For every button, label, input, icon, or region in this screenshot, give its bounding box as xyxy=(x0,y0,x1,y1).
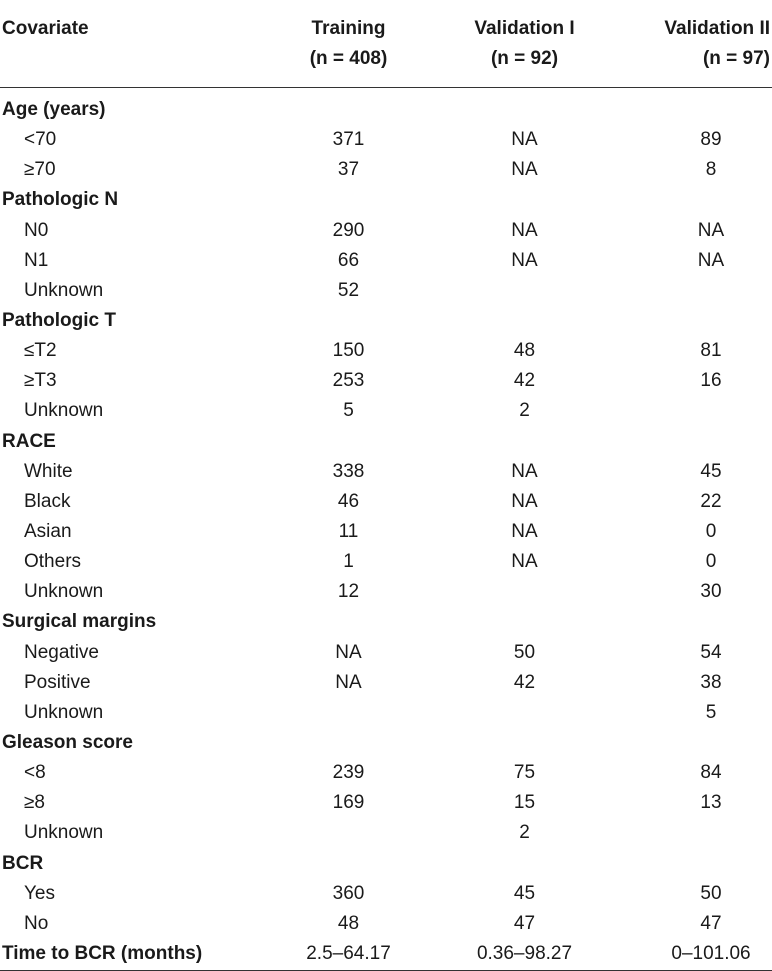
row-label: Positive xyxy=(24,671,91,693)
section-row xyxy=(0,427,772,457)
cell-training: 5 xyxy=(343,400,354,422)
table-row-time-to-bcr xyxy=(0,939,772,971)
cell-validation-1: 42 xyxy=(513,370,536,392)
table-row xyxy=(0,909,772,939)
table-row xyxy=(0,246,772,276)
table-row xyxy=(0,487,772,517)
cell-training: 12 xyxy=(337,581,360,603)
cell-validation-2: 50 xyxy=(700,882,722,904)
row-label: Time to BCR (months) xyxy=(2,942,203,964)
cell-training: 360 xyxy=(332,882,365,904)
cell-validation-2: 5 xyxy=(705,701,717,723)
cell-validation-2: 81 xyxy=(700,340,722,362)
table-row xyxy=(0,396,772,426)
cell-validation-2: 38 xyxy=(700,671,722,693)
row-label: RACE xyxy=(2,430,56,452)
section-row xyxy=(0,185,772,215)
table-header xyxy=(0,0,772,88)
table-row xyxy=(0,457,772,487)
cell-validation-2: 89 xyxy=(700,129,722,151)
cell-validation-2: 45 xyxy=(700,460,722,482)
table-body xyxy=(0,88,772,939)
row-label: Unknown xyxy=(24,822,104,844)
cell-validation-1: NA xyxy=(511,520,538,542)
cell-validation-1: NA xyxy=(511,249,538,271)
section-row xyxy=(0,607,772,637)
header-validation-2 xyxy=(620,14,770,74)
cell-validation-2: 47 xyxy=(700,912,722,934)
cell-validation-2: 54 xyxy=(700,641,722,663)
cell-validation-2: 8 xyxy=(705,159,717,181)
table-row xyxy=(0,336,772,366)
row-label: ≤T2 xyxy=(24,340,57,362)
header-validation-2-n: (n = 97) xyxy=(702,48,770,69)
cell-training: 290 xyxy=(332,219,365,241)
row-label: Others xyxy=(24,551,82,573)
cell-training: 46 xyxy=(337,490,360,512)
cell-validation-1: 0.36–98.27 xyxy=(476,942,573,964)
table-row xyxy=(0,758,772,788)
cell-training: 253 xyxy=(332,370,365,392)
cell-validation-2: 0 xyxy=(705,520,717,542)
row-label: Unknown xyxy=(24,581,104,603)
cell-validation-1: 42 xyxy=(513,671,536,693)
row-label: Negative xyxy=(24,641,99,663)
header-covariate: Covariate xyxy=(2,18,89,39)
table-row xyxy=(0,879,772,909)
section-row xyxy=(0,849,772,879)
row-label: ≥70 xyxy=(24,159,56,181)
cell-validation-1: 47 xyxy=(513,912,536,934)
cell-training: 37 xyxy=(337,159,360,181)
cell-validation-1: 50 xyxy=(513,641,536,663)
row-label: Surgical margins xyxy=(2,611,157,633)
row-label: Pathologic N xyxy=(2,189,119,211)
row-label: <8 xyxy=(24,762,46,784)
cell-training: 1 xyxy=(343,551,354,573)
row-label: ≥8 xyxy=(24,792,45,814)
table-row xyxy=(0,517,772,547)
table-row xyxy=(0,155,772,185)
header-training xyxy=(276,14,421,74)
cell-validation-1: NA xyxy=(511,159,538,181)
row-label: Black xyxy=(24,490,71,512)
cell-validation-2: 0–101.06 xyxy=(671,942,751,964)
row-label: Unknown xyxy=(24,701,104,723)
table-row xyxy=(0,698,772,728)
cell-validation-2: 16 xyxy=(700,370,722,392)
header-validation-1 xyxy=(452,14,597,74)
cell-validation-1: NA xyxy=(511,129,538,151)
row-label: Yes xyxy=(24,882,55,904)
cell-validation-2: NA xyxy=(697,219,725,241)
table-row xyxy=(0,547,772,577)
cell-validation-1: 45 xyxy=(513,882,536,904)
cell-validation-2: NA xyxy=(697,249,725,271)
row-label: Age (years) xyxy=(2,99,106,120)
cell-validation-1: 48 xyxy=(513,340,536,362)
table-row xyxy=(0,638,772,668)
cell-validation-1: 2 xyxy=(519,400,530,422)
cell-training: 2.5–64.17 xyxy=(306,942,391,964)
cell-training: NA xyxy=(335,671,362,693)
header-validation-2-label: Validation II xyxy=(664,18,770,39)
section-row xyxy=(0,728,772,758)
row-label: N1 xyxy=(24,249,49,271)
cell-validation-1: 75 xyxy=(513,762,536,784)
section-row xyxy=(0,306,772,336)
cell-validation-2: 84 xyxy=(700,762,722,784)
row-label: Pathologic T xyxy=(2,309,116,331)
row-label: Unknown xyxy=(24,279,104,301)
cell-training: 11 xyxy=(338,520,359,542)
cell-training: 150 xyxy=(332,340,365,362)
cell-training: 52 xyxy=(337,279,360,301)
section-row xyxy=(0,95,772,125)
cell-training: 371 xyxy=(332,129,365,151)
cell-training: 169 xyxy=(332,792,365,814)
cell-validation-2: 22 xyxy=(700,490,722,512)
table-row xyxy=(0,668,772,698)
cell-validation-2: 0 xyxy=(705,551,717,573)
table-row xyxy=(0,577,772,607)
row-label: Asian xyxy=(24,520,72,542)
row-label: N0 xyxy=(24,219,49,241)
header-training-label: Training xyxy=(311,18,386,39)
table-row xyxy=(0,788,772,818)
cell-validation-2: 30 xyxy=(700,581,722,603)
header-training-n: (n = 408) xyxy=(309,48,388,69)
table-row xyxy=(0,276,772,306)
row-label: ≥T3 xyxy=(24,370,57,392)
cell-validation-1: 15 xyxy=(513,792,536,814)
cell-training: 48 xyxy=(337,912,360,934)
row-label: White xyxy=(24,460,73,482)
cell-validation-1: NA xyxy=(511,551,538,573)
row-label: Unknown xyxy=(24,400,104,422)
table-row xyxy=(0,818,772,848)
cell-training: NA xyxy=(335,641,362,663)
header-validation-1-n: (n = 92) xyxy=(490,48,559,69)
header-validation-1-label: Validation I xyxy=(474,18,575,39)
row-label: Gleason score xyxy=(2,731,133,753)
cell-validation-1: NA xyxy=(511,219,538,241)
table-row xyxy=(0,216,772,246)
row-label: BCR xyxy=(2,852,44,874)
cell-training: 239 xyxy=(332,762,365,784)
row-label: No xyxy=(24,912,49,934)
cell-validation-1: 2 xyxy=(519,822,530,844)
row-label: <70 xyxy=(24,129,57,151)
table-row xyxy=(0,125,772,155)
cell-validation-1: NA xyxy=(511,460,538,482)
cell-validation-2: 13 xyxy=(700,792,722,814)
cell-training: 338 xyxy=(332,460,365,482)
cell-validation-1: NA xyxy=(511,490,538,512)
table-row xyxy=(0,366,772,396)
cell-training: 66 xyxy=(337,249,360,271)
